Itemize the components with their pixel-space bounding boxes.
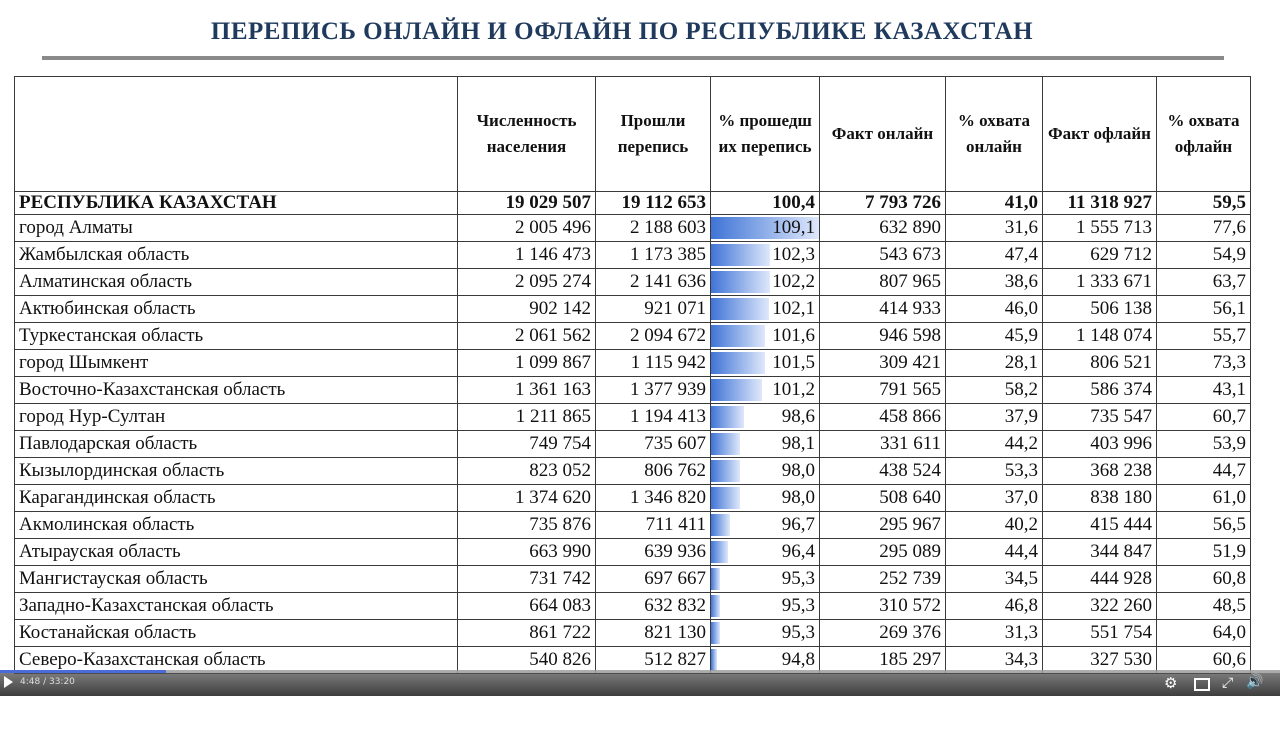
table-row — [15, 377, 1251, 404]
data-bar — [711, 379, 762, 401]
table-cell: Костанайская область — [15, 620, 458, 647]
table-cell: 48,5 — [1157, 593, 1251, 620]
table-cell: 861 722 — [458, 620, 596, 647]
time-display: 4:48 / 33:20 — [20, 677, 75, 687]
percent-cell — [711, 323, 820, 350]
table-row — [15, 458, 1251, 485]
table-cell: 1 194 413 — [596, 404, 711, 431]
table-cell: 664 083 — [458, 593, 596, 620]
table-cell: Жамбылская область — [15, 242, 458, 269]
table-cell: 806 762 — [596, 458, 711, 485]
table-cell: 309 421 — [820, 350, 946, 377]
table-cell: 37,0 — [946, 485, 1043, 512]
percent-cell — [711, 269, 820, 296]
table-cell: 414 933 — [820, 296, 946, 323]
table-cell: 506 138 — [1043, 296, 1157, 323]
percent-cell — [711, 377, 820, 404]
fullscreen-icon[interactable]: ⤢ — [1222, 675, 1234, 691]
percent-cell — [711, 566, 820, 593]
data-bar — [711, 595, 720, 617]
table-cell: 1 377 939 — [596, 377, 711, 404]
header-enumerated: Прошли перепись — [596, 77, 711, 192]
progress-track[interactable] — [0, 670, 1280, 673]
table-cell: 11 318 927 — [1043, 192, 1157, 215]
header-percent-enumerated: % прошедш их перепись — [711, 77, 820, 192]
table-cell: 711 411 — [596, 512, 711, 539]
percent-value: 101,2 — [772, 379, 815, 400]
table-cell: 2 005 496 — [458, 215, 596, 242]
table-row — [15, 593, 1251, 620]
table-cell: 31,3 — [946, 620, 1043, 647]
table-cell: 632 832 — [596, 593, 711, 620]
table-cell: 902 142 — [458, 296, 596, 323]
table-cell: 508 640 — [820, 485, 946, 512]
header-offline-fact: Факт офлайн — [1043, 77, 1157, 192]
percent-value: 95,3 — [781, 622, 815, 643]
table-cell: 2 095 274 — [458, 269, 596, 296]
data-bar — [711, 649, 717, 671]
table-cell: Алматинская область — [15, 269, 458, 296]
table-cell: 59,5 — [1157, 192, 1251, 215]
table-cell: 60,7 — [1157, 404, 1251, 431]
progress-fill — [0, 670, 166, 673]
title-divider — [42, 56, 1224, 60]
table-cell: 41,0 — [946, 192, 1043, 215]
table-cell: 415 444 — [1043, 512, 1157, 539]
percent-cell — [711, 593, 820, 620]
percent-cell — [711, 458, 820, 485]
table-cell: 46,8 — [946, 593, 1043, 620]
table-cell: 697 667 — [596, 566, 711, 593]
table-cell: 34,5 — [946, 566, 1043, 593]
table-cell: 1 374 620 — [458, 485, 596, 512]
table-cell: Туркестанская область — [15, 323, 458, 350]
table-cell: 838 180 — [1043, 485, 1157, 512]
data-bar — [711, 514, 730, 536]
page-title: ПЕРЕПИСЬ ОНЛАЙН И ОФЛАЙН ПО РЕСПУБЛИКЕ КАЗАХСТАН — [210, 18, 1034, 45]
table-cell: 2 141 636 — [596, 269, 711, 296]
percent-value: 98,6 — [781, 406, 815, 427]
table-cell: 1 173 385 — [596, 242, 711, 269]
table-cell: 37,9 — [946, 404, 1043, 431]
percent-value: 101,5 — [772, 352, 815, 373]
table-cell: 7 793 726 — [820, 192, 946, 215]
table-cell: 540 826 — [458, 647, 596, 674]
table-cell: Кызылординская область — [15, 458, 458, 485]
table-cell: 58,2 — [946, 377, 1043, 404]
table-cell: 53,9 — [1157, 431, 1251, 458]
table-cell: 807 965 — [820, 269, 946, 296]
table-cell: РЕСПУБЛИКА КАЗАХСТАН — [15, 192, 458, 215]
table-cell: 791 565 — [820, 377, 946, 404]
percent-value: 109,1 — [772, 217, 815, 238]
table-cell: 61,0 — [1157, 485, 1251, 512]
census-table — [14, 76, 1251, 674]
table-cell: 1 361 163 — [458, 377, 596, 404]
data-bar — [711, 541, 728, 563]
table-cell: 946 598 — [820, 323, 946, 350]
table-cell: Актюбинская область — [15, 296, 458, 323]
header-row — [15, 77, 1251, 192]
table-cell: 64,0 — [1157, 620, 1251, 647]
table-row — [15, 539, 1251, 566]
table-cell: 44,7 — [1157, 458, 1251, 485]
table-cell: 185 297 — [820, 647, 946, 674]
table-row — [15, 620, 1251, 647]
table-cell: 322 260 — [1043, 593, 1157, 620]
percent-cell — [711, 539, 820, 566]
table-cell: 512 827 — [596, 647, 711, 674]
table-cell: 344 847 — [1043, 539, 1157, 566]
table-cell: 731 742 — [458, 566, 596, 593]
table-cell: 1 333 671 — [1043, 269, 1157, 296]
table-cell: 1 099 867 — [458, 350, 596, 377]
table-cell: 19 112 653 — [596, 192, 711, 215]
table-cell: 252 739 — [820, 566, 946, 593]
table-row — [15, 269, 1251, 296]
percent-cell — [711, 485, 820, 512]
data-bar — [711, 487, 740, 509]
table-cell: Павлодарская область — [15, 431, 458, 458]
data-bar — [711, 298, 769, 320]
table-cell: 1 555 713 — [1043, 215, 1157, 242]
table-cell: 821 130 — [596, 620, 711, 647]
percent-value: 102,3 — [772, 244, 815, 265]
table-cell: 60,6 — [1157, 647, 1251, 674]
table-row — [15, 566, 1251, 593]
percent-cell — [711, 404, 820, 431]
percent-value: 102,2 — [772, 271, 815, 292]
percent-cell — [711, 350, 820, 377]
table-cell: город Нур-Султан — [15, 404, 458, 431]
header-online-fact: Факт онлайн — [820, 77, 946, 192]
table-row — [15, 350, 1251, 377]
table-cell: 46,0 — [946, 296, 1043, 323]
percent-value: 98,1 — [781, 433, 815, 454]
table-cell: 77,6 — [1157, 215, 1251, 242]
table-cell: 269 376 — [820, 620, 946, 647]
percent-value: 102,1 — [772, 298, 815, 319]
gear-icon[interactable]: ⚙ — [1164, 674, 1178, 692]
table-cell: 43,1 — [1157, 377, 1251, 404]
table-cell: 2 094 672 — [596, 323, 711, 350]
table-cell: 295 967 — [820, 512, 946, 539]
percent-value: 98,0 — [781, 460, 815, 481]
table-cell: 100,4 — [711, 192, 820, 215]
table-row — [15, 242, 1251, 269]
table-cell: 53,3 — [946, 458, 1043, 485]
table-cell: 586 374 — [1043, 377, 1157, 404]
table-cell: 60,8 — [1157, 566, 1251, 593]
data-bar — [711, 271, 770, 293]
table-cell: Карагандинская область — [15, 485, 458, 512]
table-row — [15, 404, 1251, 431]
pip-icon[interactable] — [1194, 678, 1210, 691]
table-cell: Акмолинская область — [15, 512, 458, 539]
table-cell: 34,3 — [946, 647, 1043, 674]
percent-cell — [711, 620, 820, 647]
data-bar — [711, 325, 765, 347]
table-cell: 45,9 — [946, 323, 1043, 350]
table-cell: 749 754 — [458, 431, 596, 458]
table-cell: 629 712 — [1043, 242, 1157, 269]
table-cell: 54,9 — [1157, 242, 1251, 269]
table-cell: 63,7 — [1157, 269, 1251, 296]
percent-value: 95,3 — [781, 595, 815, 616]
table-cell: 438 524 — [820, 458, 946, 485]
data-bar — [711, 460, 740, 482]
table-cell: 327 530 — [1043, 647, 1157, 674]
table-cell: 47,4 — [946, 242, 1043, 269]
percent-cell — [711, 431, 820, 458]
data-bar — [711, 244, 770, 266]
table-cell: 663 990 — [458, 539, 596, 566]
table-cell: Мангистауская область — [15, 566, 458, 593]
table-cell: 806 521 — [1043, 350, 1157, 377]
table-cell: 44,2 — [946, 431, 1043, 458]
table-cell: 55,7 — [1157, 323, 1251, 350]
percent-cell — [711, 512, 820, 539]
percent-value: 95,3 — [781, 568, 815, 589]
percent-value: 94,8 — [781, 649, 815, 670]
table-cell: город Алматы — [15, 215, 458, 242]
table-cell: город Шымкент — [15, 350, 458, 377]
table-cell: 56,5 — [1157, 512, 1251, 539]
table-cell: 1 346 820 — [596, 485, 711, 512]
table-cell: 735 876 — [458, 512, 596, 539]
data-bar — [711, 433, 740, 455]
percent-value: 96,7 — [781, 514, 815, 535]
table-cell: 331 611 — [820, 431, 946, 458]
table-cell: Восточно-Казахстанская область — [15, 377, 458, 404]
table-cell: Северо-Казахстанская область — [15, 647, 458, 674]
table-row — [15, 296, 1251, 323]
table-cell: 38,6 — [946, 269, 1043, 296]
percent-value: 98,0 — [781, 487, 815, 508]
table-cell: 1 148 074 — [1043, 323, 1157, 350]
table-cell: 40,2 — [946, 512, 1043, 539]
percent-cell — [711, 242, 820, 269]
percent-value: 101,6 — [772, 325, 815, 346]
play-icon[interactable] — [4, 676, 13, 688]
table-cell: 735 607 — [596, 431, 711, 458]
percent-cell — [711, 296, 820, 323]
header-cell — [15, 77, 458, 192]
table-cell: 1 146 473 — [458, 242, 596, 269]
table-cell: 921 071 — [596, 296, 711, 323]
table-cell: 639 936 — [596, 539, 711, 566]
table-cell: Западно-Казахстанская область — [15, 593, 458, 620]
percent-value: 96,4 — [781, 541, 815, 562]
table-cell: 444 928 — [1043, 566, 1157, 593]
data-bar — [711, 352, 765, 374]
percent-cell — [711, 215, 820, 242]
table-cell: 295 089 — [820, 539, 946, 566]
table-cell: 2 188 603 — [596, 215, 711, 242]
header-online-percent: % охвата онлайн — [946, 77, 1043, 192]
table-cell: 368 238 — [1043, 458, 1157, 485]
header-offline-percent: % охвата офлайн — [1157, 77, 1251, 192]
volume-icon[interactable]: 🔊 — [1246, 674, 1264, 690]
data-bar — [711, 622, 720, 644]
table-cell: 19 029 507 — [458, 192, 596, 215]
table-cell: 28,1 — [946, 350, 1043, 377]
table-cell: Атырауская область — [15, 539, 458, 566]
table-row — [15, 512, 1251, 539]
table-cell: 632 890 — [820, 215, 946, 242]
table-cell: 823 052 — [458, 458, 596, 485]
table-row — [15, 323, 1251, 350]
table-row — [15, 215, 1251, 242]
header-population: Численность населения — [458, 77, 596, 192]
table-row — [15, 431, 1251, 458]
table-cell: 543 673 — [820, 242, 946, 269]
table-cell: 1 115 942 — [596, 350, 711, 377]
table-cell: 51,9 — [1157, 539, 1251, 566]
data-bar — [711, 406, 744, 428]
total-row — [15, 192, 1251, 215]
table-cell: 310 572 — [820, 593, 946, 620]
data-bar — [711, 568, 720, 590]
table-row — [15, 485, 1251, 512]
table-cell: 31,6 — [946, 215, 1043, 242]
table-cell: 73,3 — [1157, 350, 1251, 377]
table-cell: 403 996 — [1043, 431, 1157, 458]
table-cell: 1 211 865 — [458, 404, 596, 431]
table-cell: 458 866 — [820, 404, 946, 431]
table-cell: 56,1 — [1157, 296, 1251, 323]
table-cell: 44,4 — [946, 539, 1043, 566]
table-cell: 735 547 — [1043, 404, 1157, 431]
video-player-bar — [0, 670, 1280, 696]
table-cell: 551 754 — [1043, 620, 1157, 647]
table-cell: 2 061 562 — [458, 323, 596, 350]
